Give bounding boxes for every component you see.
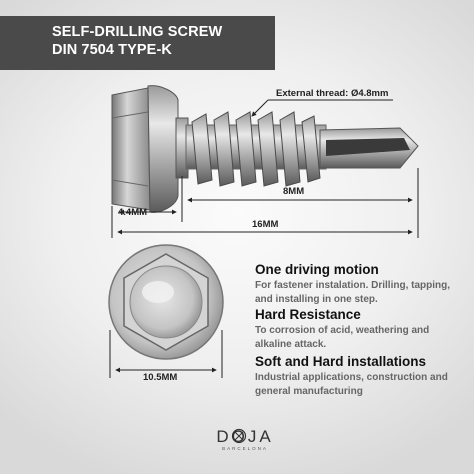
screw-head-view	[109, 245, 223, 359]
feature-title: One driving motion	[255, 262, 379, 277]
feature-text: To corrosion of acid, weathering and alkaline attack.	[255, 325, 430, 350]
feature-text: Industrial applications, construction and general manufacturing	[255, 372, 448, 397]
title-line-2: DIN 7504 TYPE-K	[52, 42, 172, 58]
feature-one-driving-motion	[255, 262, 465, 306]
brand-wordmark: DOJA	[216, 427, 274, 446]
feature-text: For fastener instalation. Drilling, tapping, and installing in one step.	[255, 280, 451, 305]
drill-length-label: 8MM	[283, 186, 305, 197]
feature-title: Soft and Hard installations	[255, 354, 427, 369]
screw-side-view	[112, 86, 418, 213]
brand-logo	[205, 427, 285, 451]
title-line-1: SELF-DRILLING SCREW	[52, 24, 223, 40]
head-width-label: 10.5MM	[143, 372, 178, 383]
feature-title: Hard Resistance	[255, 307, 361, 322]
thread-label: External thread: Ø4.8mm	[276, 88, 389, 99]
total-length-label: 16MM	[252, 219, 279, 230]
head-height-label: 4.4MM	[118, 207, 148, 218]
feature-installations	[255, 354, 465, 398]
brand-subtitle: BARCELONA	[222, 446, 268, 451]
feature-hard-resistance	[255, 307, 465, 351]
